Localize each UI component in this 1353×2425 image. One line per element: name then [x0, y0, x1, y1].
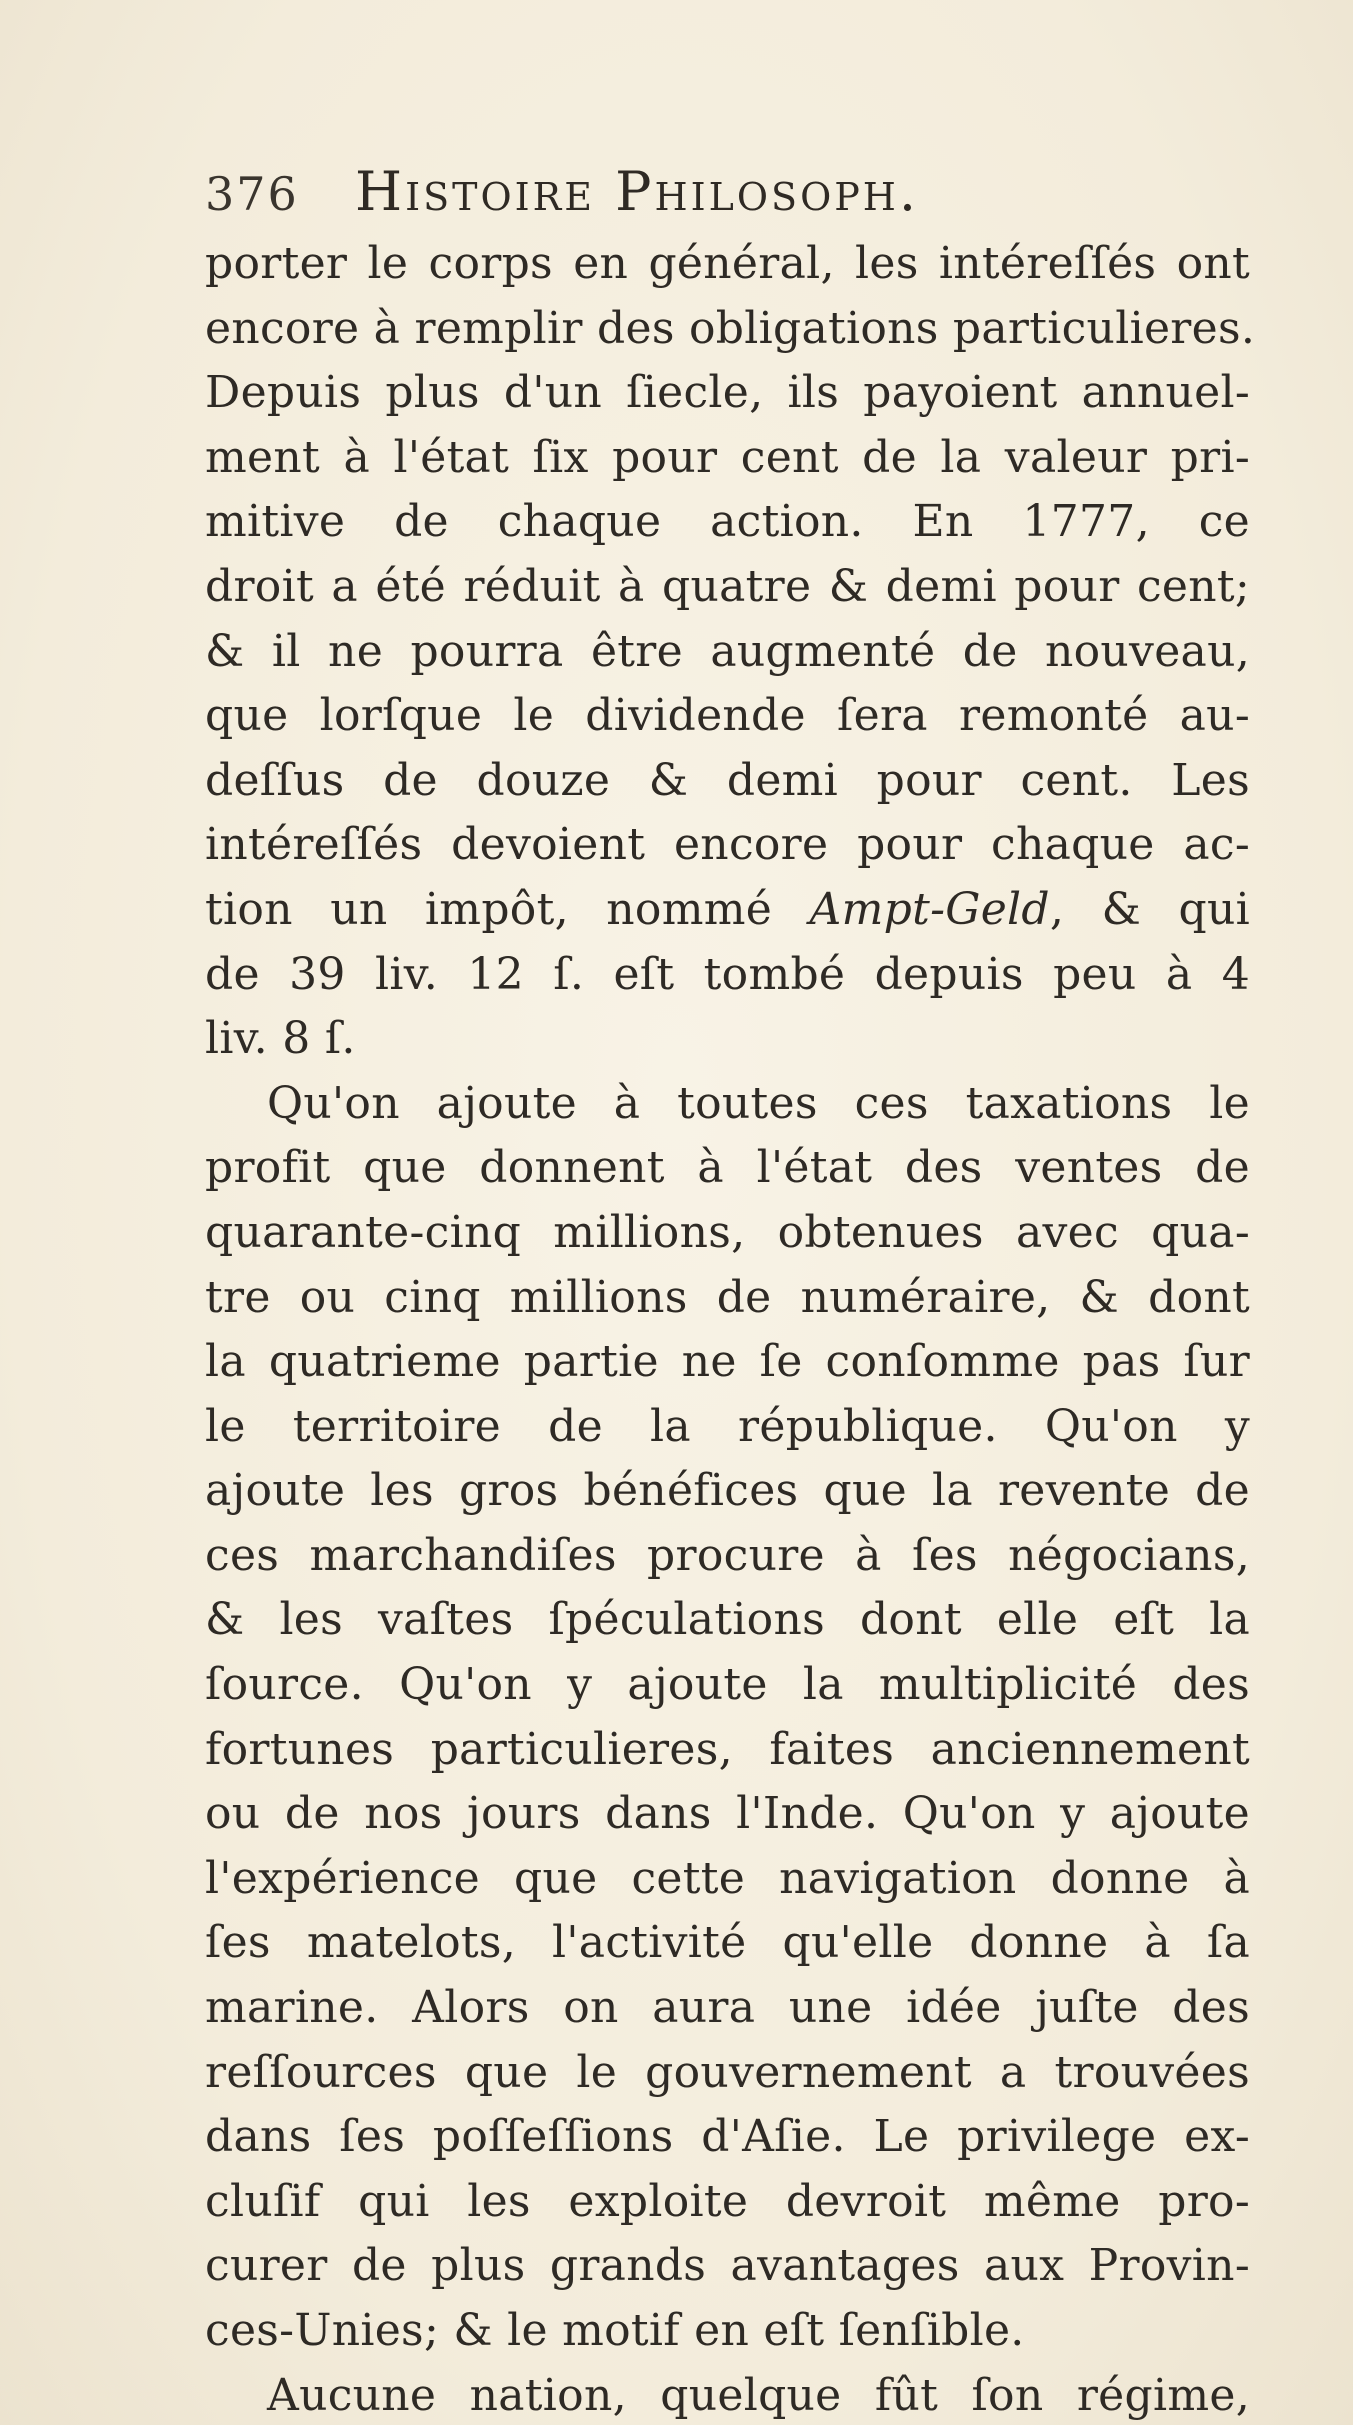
text-segment: , & qui: [1049, 883, 1250, 935]
text-line: porter le corps en général, les intéreſſés ont: [205, 238, 1250, 289]
paragraph-start-line: Qu'on ajoute à toutes ces taxations le: [267, 1077, 1250, 1129]
body-text: [205, 232, 1256, 2425]
text-line: droit a été réduit à quatre & demi pour cent;: [205, 560, 1250, 612]
text-line: cluſif qui les exploite devroit même pro-: [205, 2175, 1250, 2227]
text-line: ment à l'état ſix pour cent de la valeur pri-: [205, 431, 1250, 483]
page-header: [205, 160, 1255, 230]
text-line: Depuis plus d'un ſiecle, ils payoient annuel-: [205, 367, 1250, 419]
text-line: la quatrieme partie ne ſe conſomme pas ſur: [205, 1336, 1250, 1388]
text-line: liv. 8 ſ.: [205, 1013, 356, 1065]
text-line: tre ou cinq millions de numéraire, & dont: [205, 1271, 1250, 1323]
text-segment: tion un impôt, nommé: [205, 883, 810, 935]
text-line: mitive de chaque action. En 1777, ce: [205, 496, 1250, 548]
text-line: profit que donnent à l'état des ventes de: [205, 1142, 1250, 1194]
text-line: ſource. Qu'on y ajoute la multiplicité des: [205, 1659, 1250, 1711]
text-line: fortunes particulieres, faites anciennement: [205, 1723, 1250, 1775]
text-line: ſes matelots, l'activité qu'elle donne à ſa: [205, 1917, 1250, 1969]
text-line: reſſources que le gouvernement a trouvées: [205, 2046, 1250, 2098]
text-line: dans ſes poſſeſſions d'Aſie. Le privilege ex-: [205, 2111, 1250, 2163]
paragraph-start-line: Aucune nation, quelque fût ſon régime,: [267, 2369, 1250, 2421]
italic-term: Ampt-Geld: [809, 883, 1050, 935]
text-line: ces-Unies; & le motif en eſt ſenſible.: [205, 2305, 1025, 2356]
text-line: deſſus de douze & demi pour cent. Les: [205, 754, 1250, 806]
text-line: ou de nos jours dans l'Inde. Qu'on y ajoute: [205, 1788, 1250, 1840]
text-line: encore à remplir des obligations particulieres.: [205, 302, 1256, 354]
text-line: l'expérience que cette navigation donne à: [205, 1852, 1250, 1904]
text-line: & les vaſtes ſpéculations dont elle eſt la: [205, 1594, 1250, 1646]
text-line: [205, 878, 1250, 943]
text-line: intéreſſés devoient encore pour chaque ac-: [205, 819, 1250, 871]
running-title: Histoire Philosoph.: [355, 160, 920, 223]
text-line: ces marchandiſes procure à ſes négocians,: [205, 1529, 1250, 1581]
text-line: que lorſque le dividende ſera remonté au-: [205, 690, 1250, 742]
text-line: & il ne pourra être augmenté de nouveau,: [205, 625, 1250, 677]
text-line: curer de plus grands avantages aux Provin-: [205, 2240, 1250, 2292]
text-line: le territoire de la république. Qu'on y: [205, 1400, 1250, 1452]
text-line: quarante-cinq millions, obtenues avec qua-: [205, 1206, 1250, 1258]
page-number: 376: [205, 167, 299, 221]
text-line: ajoute les gros bénéfices que la revente de: [205, 1465, 1250, 1517]
text-line: de 39 liv. 12 ſ. eſt tombé depuis peu à 4: [205, 948, 1250, 1000]
text-line: marine. Alors on aura une idée juſte des: [205, 1982, 1250, 2034]
